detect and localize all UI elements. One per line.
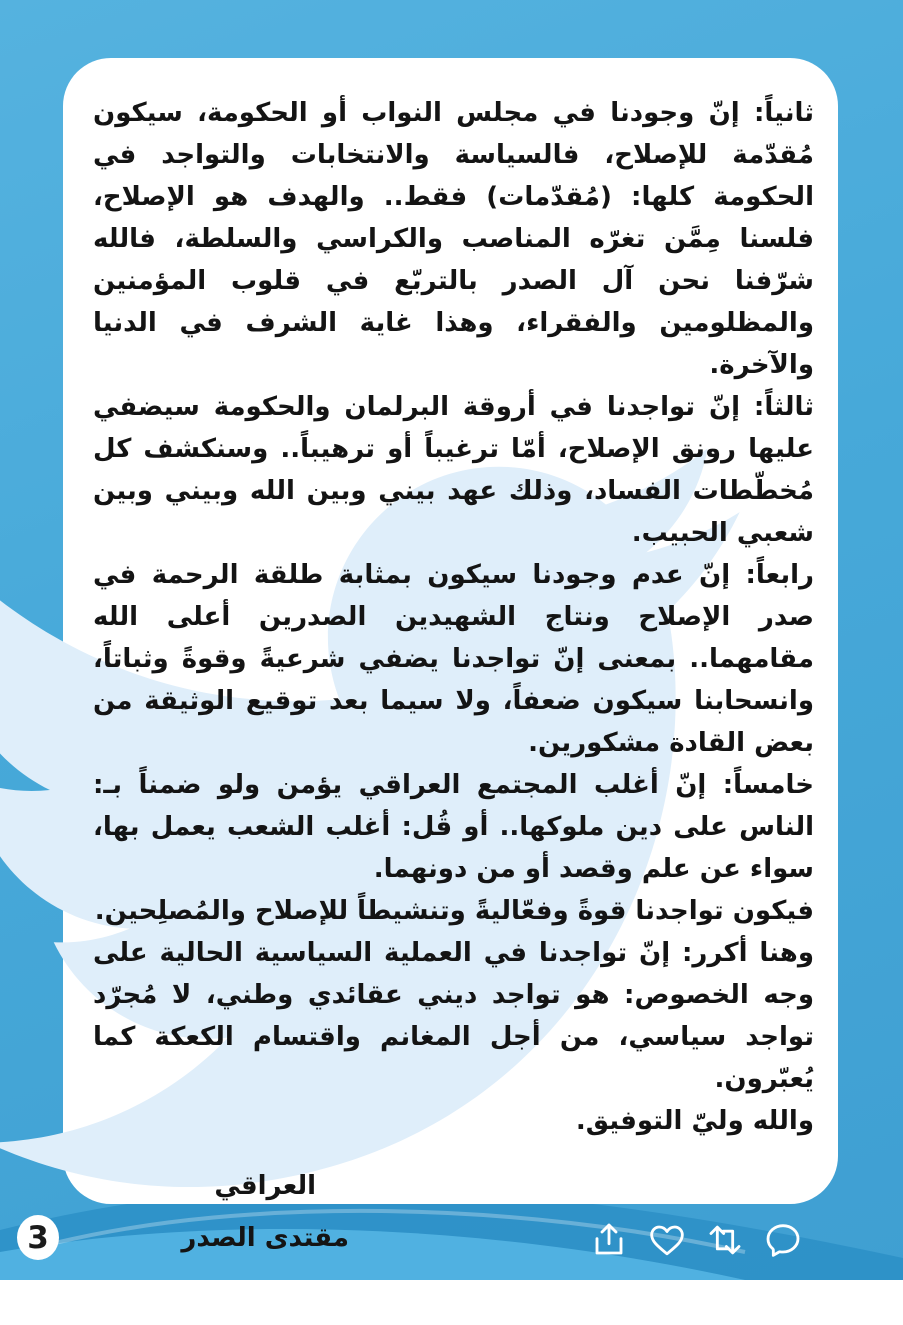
statement-paragraph-emphasis: وهنا أكرر: إنّ تواجدنا في العملية السياسية الحالية على وجه الخصوص: هو تواجد ديني عقائدي وطني، لا مُجرّد تواجد سياسي، من أجل المغانم واقتسام الكعكة كما يُعبّرون. — [93, 938, 814, 1094]
retweet-icon — [705, 1220, 745, 1260]
share-button[interactable] — [589, 1220, 629, 1260]
signature-line-name: مقتدى الصدر — [181, 1223, 349, 1253]
retweet-button[interactable] — [705, 1220, 745, 1260]
reply-button[interactable] — [763, 1220, 803, 1260]
share-icon — [589, 1220, 629, 1260]
heart-icon — [647, 1220, 687, 1260]
statement-paragraph-conclusion: فيكون تواجدنا قوةً وفعّاليةً وتنشيطاً للإصلاح والمُصلِحين. — [94, 896, 814, 926]
statement-text — [63, 58, 838, 1264]
statement-paragraph-closing: والله وليّ التوفيق. — [575, 1106, 814, 1136]
statement-paragraph-4th: رابعاً: إنّ عدم وجودنا سيكون بمثابة طلقة الرحمة في صدر الإصلاح ونتاج الشهيدين الصدرين أعلى الله مقامهما.. بمعنى إنّ تواجدنا يضفي شرعيةً وقوةً وثباتاً، وانسحابنا سيكون ضعفاً، ولا سيما بعد توقيع الوثيقة من بعض القادة مشكورين. — [93, 560, 814, 758]
statement-card — [63, 58, 838, 1253]
statement-paragraph-5th: خامساً: إنّ أغلب المجتمع العراقي يؤمن ولو ضمناً بـ: الناس على دين ملوكها.. أو قُل: أغلب الشعب يعمل بها، سواء عن علم وقصد أو من دونهما. — [93, 770, 814, 884]
tweet-action-bar — [589, 1220, 803, 1260]
comment-icon — [763, 1220, 803, 1260]
statement-paragraph-2nd: ثانياً: إنّ وجودنا في مجلس النواب أو الحكومة، سيكون مُقدّمة للإصلاح، فالسياسة والانتخابات والتواجد في الحكومة كلها: (مُقدّمات) فقط.. والهدف هو الإصلاح، فلسنا مِمَّن تغرّه المناصب والكراسي والسلطة، فالله شرّفنا نحن آل الصدر بالتربّع في قلوب المؤمنين والمظلومين والفقراء، وهذا غاية الشرف في الدنيا والآخرة. — [93, 98, 814, 380]
statement-paragraph-3rd: ثالثاً: إنّ تواجدنا في أروقة البرلمان والحكومة سيضفي عليها رونق الإصلاح، أمّا ترغيباً أو ترهيباً.. وسنكشف كل مُخطّطات الفساد، وذلك عهد بيني وبين الله وبيني وبين شعبي الحبيب. — [93, 392, 814, 548]
page-number-badge: 3 — [17, 1215, 59, 1260]
signature-line-title: العراقي — [214, 1171, 317, 1201]
like-button[interactable] — [647, 1220, 687, 1260]
signature-block — [181, 1160, 349, 1264]
